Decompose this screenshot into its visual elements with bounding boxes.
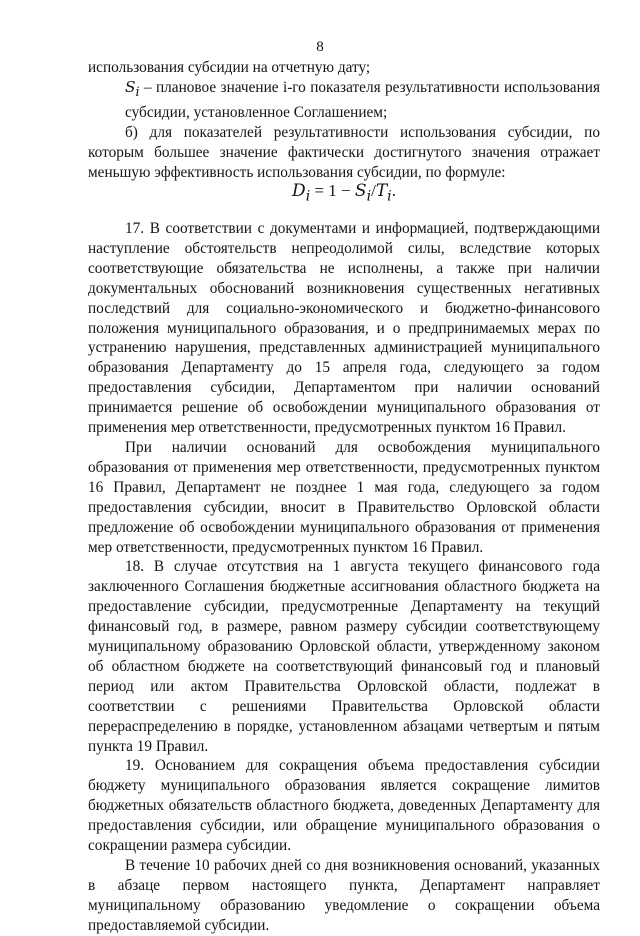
page-number: 8 (316, 39, 324, 55)
formula-rhs-prefix: = 1 − (310, 181, 355, 200)
formula-end: . (391, 181, 396, 200)
si-definition (88, 78, 600, 123)
formula-t-sub: i (387, 188, 392, 205)
formula-s-sub: i (366, 188, 372, 205)
paragraph-17-release: При наличии оснований для освобождения муниципального образования от применения мер ответственности, предусмотренных пунктом 16 Правил, Департамент не позднее 1 мая года, следующего за годом предоставления субсидии, вносит в Правительство Орловской области предложение об освобождении муниципального образования от применения мер ответственности, предусмотренных пунктом 16 Правил. (88, 438, 600, 556)
formula-s: S (354, 181, 367, 201)
si-text: – плановое значение i-го показателя результативности использования субсидии, установленное Соглашением; (125, 78, 600, 121)
item-b-paragraph: б) для показателей результативности использования субсидии, по которым большее значение фактически достигнутого значения отражает меньшую эффективность использования субсидии, по формуле: (88, 123, 600, 181)
si-subscript: i (135, 84, 140, 100)
paragraph-19: 19. Основанием для сокращения объема предоставления субсидии бюджету муниципального образования является сокращение лимитов бюджетных обязательств областного бюджета, доведенных Департаменту для предоставления субсидии, или обращение муниципального образования о сокращении размера субсидии. (88, 757, 600, 855)
formula-t: T (375, 181, 388, 201)
formula (88, 180, 600, 207)
paragraph-19-notice: В течение 10 рабочих дней со дня возникновения оснований, указанных в абзаце первом настоящего пункта, Департамент направляет муниципальному образованию уведомление о сокращении объема предоставляемой субсидии. (88, 857, 600, 934)
paragraph-17: 17. В соответствии с документами и информацией, подтверждающими наступление обстоятельств непреодолимой силы, вследствие которых соответствующие обязательства не исполнены, а также при наличии документальных обоснований возникновения существенных негативных последствий для социально-экономического и бюджетно-финансового положения муниципального образования, и о предпринимаемых мерах по устранению нарушения, представленных администрацией муниципального образования Департаменту до 15 апреля года, следующего за годом предоставления субсидии, Департаментом при наличии оснований принимается решение об освобождении муниципального образования от применения мер ответственности, предусмотренных пунктом 16 Правил. (88, 220, 600, 437)
formula-lhs-sub: i (305, 188, 311, 205)
si-symbol: S (125, 77, 136, 96)
formula-slash: / (371, 181, 376, 200)
paragraph-18: 18. В случае отсутствия на 1 августа текущего финансового года заключенного Соглашения бюджетные ассигнования областного бюджета на предоставление субсидии, предусмотренные Департаменту на текущий финансовый год, в размере, равном размеру субсидии соответствующему муниципальному образованию Орловской области, утвержденному законом об областном бюджете на соответствующий финансовый год и плановый период или актом Правительства Орловской области, подлежат в соответствии с решениями Правительства Орловской области перераспределению в порядке, установленном абзацами четвертым и пятым пункта 19 Правил. (88, 558, 600, 755)
intro-line: использования субсидии на отчетную дату; (88, 59, 371, 76)
main-text (88, 219, 600, 936)
intro-block (88, 58, 600, 182)
formula-lhs: D (292, 181, 306, 201)
